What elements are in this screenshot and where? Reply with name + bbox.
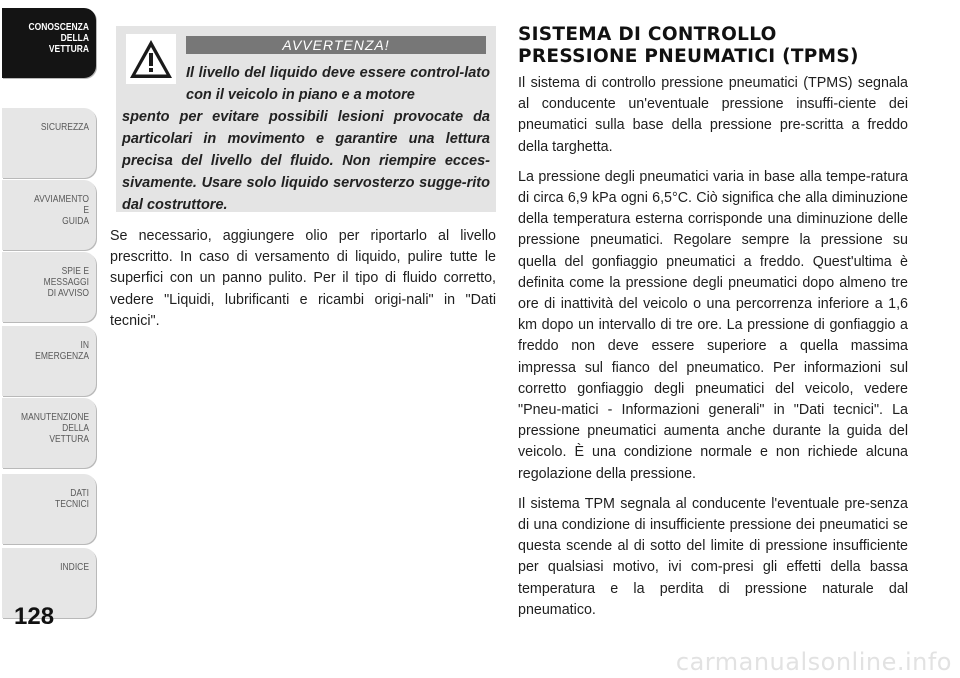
watermark: carmanualsonline.info — [675, 648, 952, 676]
tab-in-emergenza[interactable] — [2, 326, 96, 396]
tpms-paragraph-3: Il sistema TPM segnala al conducente l'eventuale pre-senza di una condizione di insufficiente pressione dei pneumatici se questa scende al di sotto del limite di pressione insufficiente per qualsiasi motivo, ivi com-presi gli effetti della bassa temperatura e la perdita di pressione naturale dal pneumatico. — [518, 495, 908, 618]
warning-text-rest: spento per evitare possibili lesioni provocate da particolari in movimento e garantire una lettura precisa del livello del fluido. Non riempire ecces-sivamente. Usare solo liquido servosterzo sugge-rito dal costruttore. — [122, 109, 490, 213]
tab-manutenzione[interactable] — [2, 398, 96, 468]
section-heading: SISTEMA DI CONTROLLO PRESSIONE PNEUMATICI (TPMS) — [518, 24, 859, 67]
tab-label: SICUREZZA — [40, 122, 89, 133]
warning-box — [116, 26, 496, 212]
tab-sicurezza[interactable] — [2, 108, 96, 178]
right-column — [518, 73, 908, 630]
warning-text-indented: Il livello del liquido deve essere control-lato con il veicolo in piano e a motore — [186, 65, 490, 103]
page-number: 128 — [14, 603, 55, 630]
sidebar — [0, 0, 98, 678]
warning-title: AVVERTENZA! — [186, 36, 486, 54]
fluid-paragraph: Se necessario, aggiungere olio per riportarlo al livello prescritto. In caso di versamento di liquido, pulire tutte le superfici con un panno pulito. Per il tipo di fluido corretto, vedere "Liquidi, lubrificanti e ricambi origi-nali" in "Dati tecnici". — [110, 228, 496, 329]
tpms-paragraph-2: La pressione degli pneumatici varia in base alla tempe-ratura di circa 6,9 kPa ogni 6,5°C. Ciò significa che alla diminuzione della temperatura esterna corrisponde una diminuzione delle pressione pneumatici. Regolare sempre la pressione su quella del gonfiaggio pneumatici a freddo. Quest'ultima è definita come la pressione degli pneumatici dopo almeno tre ore di inattività del veicolo o una percorrenza inferiore a 1,6 km dopo un intervallo di tre ore. La pressione di gonfiaggio a freddo non deve essere superiore a quella massima impressa sul fianco del pneumatico. Per informazioni sul corretto gonfiaggio degli pneumatici del veicolo, vedere "Pneu-matici - Informazioni generali" in "Dati tecnici". La pressione pneumatici aumenta anche durante la guida del veicolo. È una condizione normale e non richiede alcuna regolazione della pressione. — [518, 168, 908, 482]
tab-label: SPIE E MESSAGGI DI AVVISO — [43, 266, 89, 299]
tab-dati-tecnici[interactable] — [2, 474, 96, 544]
tab-label: AVVIAMENTO E GUIDA — [34, 194, 89, 227]
tab-avviamento-e-guida[interactable] — [2, 180, 96, 250]
tab-label: DATI TECNICI — [54, 488, 89, 510]
left-column — [110, 226, 496, 341]
tpms-paragraph-1: Il sistema di controllo pressione pneumatici (TPMS) segnala al conducente un'eventuale pressione insuffi-ciente dei pneumatici sulla base della pressione pre-scritta a freddo della targhetta. — [518, 75, 908, 155]
tab-label: CONOSCENZA DELLA VETTURA — [28, 22, 89, 55]
warning-text — [122, 62, 490, 216]
tab-label: IN EMERGENZA — [35, 340, 89, 362]
tab-conoscenza-della-vettura[interactable] — [2, 8, 96, 78]
tab-label: INDICE — [60, 562, 89, 573]
tab-spie-e-messaggi[interactable] — [2, 252, 96, 322]
tab-label: MANUTENZIONE DELLA VETTURA — [20, 412, 89, 445]
